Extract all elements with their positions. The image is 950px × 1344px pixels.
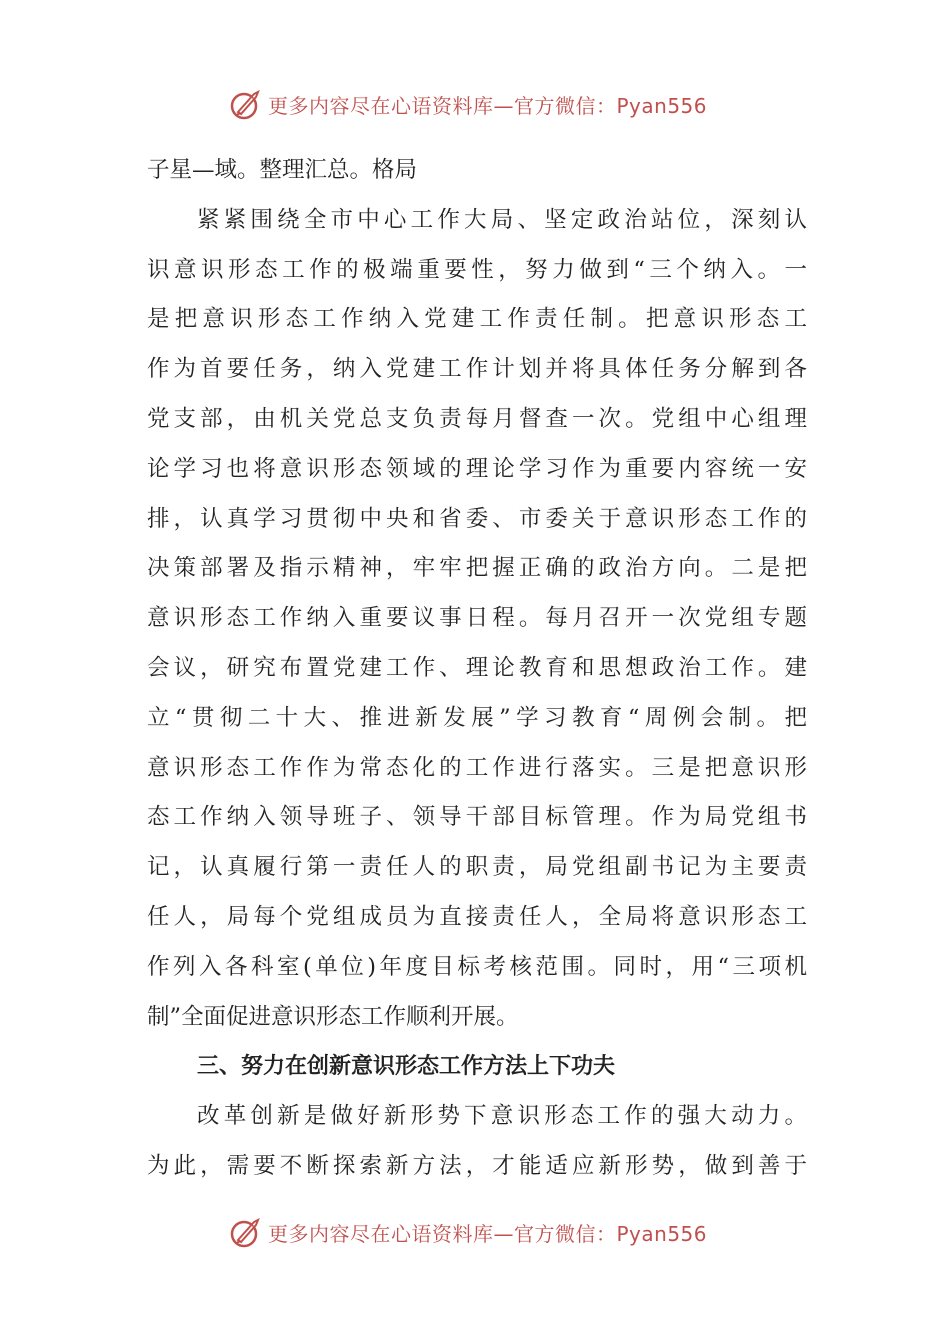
text-line: 改革创新是做好新形势下意识形态工作的强大动力。 bbox=[197, 1103, 807, 1130]
text-line: 党支部，由机关党总支负责每月督查一次。党组中心组理 bbox=[147, 405, 807, 432]
pen-nib-circle-icon bbox=[228, 86, 264, 122]
text-line: 意识形态工作纳入重要议事日程。每月召开一次党组专题 bbox=[147, 605, 807, 632]
text-line: 作列入各科室(单位)年度目标考核范围。同时，用“三项机 bbox=[147, 953, 807, 980]
document-body bbox=[147, 146, 807, 1192]
text-line: 紧紧围绕全市中心工作大局、坚定政治站位，深刻认 bbox=[197, 206, 807, 233]
text-line: 作为首要任务，纳入党建工作计划并将具体任务分解到各 bbox=[147, 356, 807, 383]
text-line: 是把意识形态工作纳入党建工作责任制。把意识形态工 bbox=[147, 306, 807, 333]
text-line: 会议，研究布置党建工作、理论教育和思想政治工作。建 bbox=[147, 654, 807, 681]
text-line: 决策部署及指示精神，牢牢把握正确的政治方向。二是把 bbox=[147, 555, 807, 582]
header-watermark bbox=[0, 84, 950, 124]
watermark-text: 更多内容尽在心语资料库—官方微信：Pyan556 bbox=[268, 1222, 708, 1246]
pen-nib-circle-icon bbox=[228, 1214, 264, 1250]
text-line: 制”全面促进意识形态工作顺利开展。 bbox=[147, 1003, 519, 1030]
text-line: 任人，局每个党组成员为直接责任人，全局将意识形态工 bbox=[147, 903, 807, 930]
text-line: 立“贯彻二十大、推进新发展”学习教育“周例会制。把 bbox=[147, 704, 807, 731]
text-line: 态工作纳入领导班子、领导干部目标管理。作为局党组书 bbox=[147, 804, 807, 831]
text-line: 论学习也将意识形态领域的理论学习作为重要内容统一安 bbox=[147, 455, 807, 482]
text-line: 为此，需要不断探索新方法，才能适应新形势，做到善于 bbox=[147, 1152, 807, 1179]
text-line: 记，认真履行第一责任人的职责，局党组副书记为主要责 bbox=[147, 854, 807, 881]
text-line: 意识形态工作作为常态化的工作进行落实。三是把意识形 bbox=[147, 754, 807, 781]
section-heading: 三、努力在创新意识形态工作方法上下功夫 bbox=[197, 1054, 616, 1080]
watermark-text: 更多内容尽在心语资料库—官方微信：Pyan556 bbox=[268, 94, 708, 118]
text-line: 排，认真学习贯彻中央和省委、市委关于意识形态工作的 bbox=[147, 505, 807, 532]
footer-watermark bbox=[0, 1212, 950, 1252]
text-line: 子星—域。整理汇总。格局 bbox=[147, 157, 418, 183]
text-line: 识意识形态工作的极端重要性，努力做到“三个纳入。一 bbox=[147, 256, 807, 283]
